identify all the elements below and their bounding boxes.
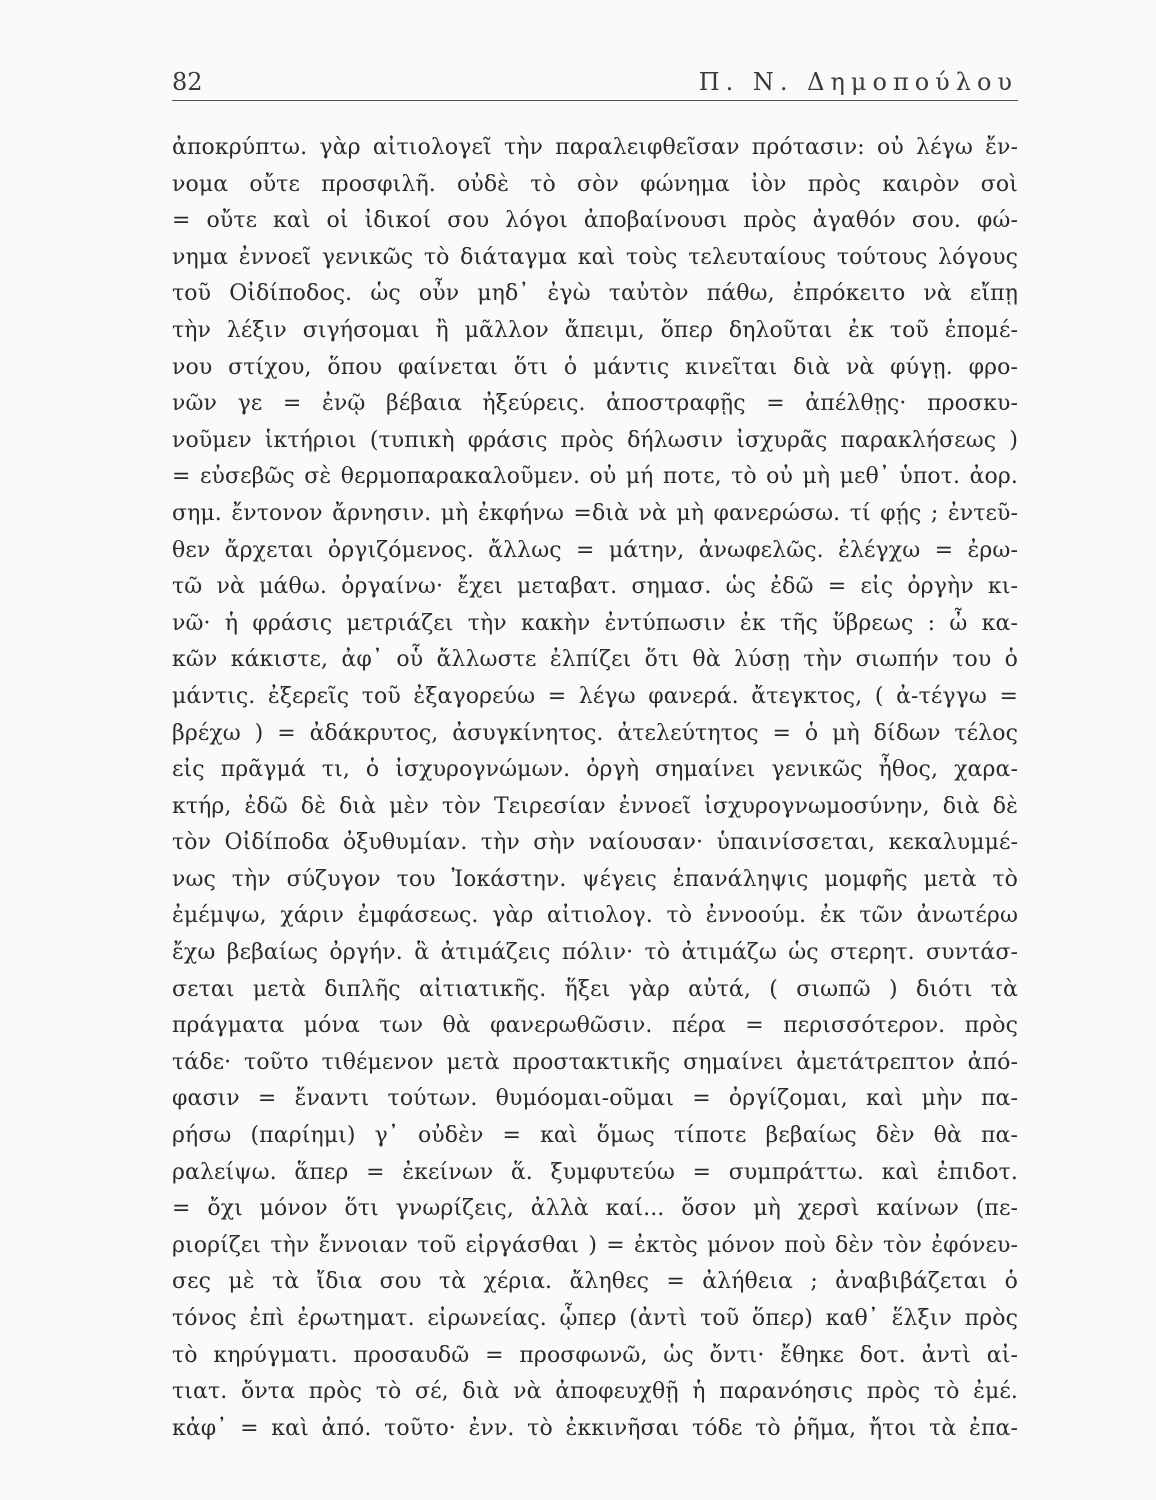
text-line: φασιν = ἔναντι τούτων. θυμόομαι-οῦμαι = ὀργίζομαι, καὶ μὴν πα-	[172, 1086, 1018, 1112]
text-line: τὸν Οἰδίποδα ὀξυθυμίαν. τὴν σὴν ναίουσαν· ὑπαινίσσεται, κεκαλυμμέ-	[172, 830, 1018, 856]
text-line: ἀποκρύπτω. γὰρ αἰτιολογεῖ τὴν παραλειφθεῖσαν πρότασιν: οὐ λέγω ἔν-	[172, 135, 1018, 160]
text-line: σες μὲ τὰ ἴδια σου τὰ χέρια. ἄληθες = ἀλήθεια ; ἀναβιβάζεται ὁ	[172, 1269, 1018, 1295]
text-line: τὴν λέξιν σιγήσομαι ἢ μᾶλλον ἄπειμι, ὅπερ δηλοῦται ἐκ τοῦ ἑπομέ-	[172, 317, 1018, 343]
text-line: ἐμέμψω, χάριν ἐμφάσεως. γὰρ αἰτιολογ. τὸ ἐννοούμ. ἐκ τῶν ἀνωτέρω	[172, 903, 1018, 929]
text-line: ραλείψω. ἅπερ = ἐκείνων ἅ. ξυμφυτεύω = συμπράττω. καὶ ἐπιδοτ.	[172, 1159, 1018, 1185]
text-line: τόνος ἐπὶ ἐρωτηματ. εἰρωνείας. ᾧπερ (ἀντὶ τοῦ ὅπερ) καθ᾽ ἕλξιν πρὸς	[172, 1306, 1018, 1331]
text-line: νομα οὔτε προσφιλῆ. οὐδὲ τὸ σὸν φώνημα ἰὸν πρὸς καιρὸν σοὶ	[172, 171, 1018, 197]
text-line: ριορίζει τὴν ἔννοιαν τοῦ εἰργάσθαι ) = ἐκτὸς μόνον ποὺ δὲν τὸν ἐφόνευ-	[172, 1232, 1018, 1258]
text-line: νῶν γε = ἐνῷ βέβαια ἠξεύρεις. ἀποστραφῇς = ἀπέλθῃς· προσκυ-	[172, 391, 1018, 417]
header-rule	[172, 100, 1018, 101]
text-line: βρέχω ) = ἀδάκρυτος, ἀσυγκίνητος. ἀτελεύτητος = ὁ μὴ δίδων τέλος	[172, 720, 1018, 746]
running-head: Π. Ν. Δημοπούλου	[698, 68, 1018, 96]
text-line: κῶν κάκιστε, ἀφ᾽ οὗ ἄλλωστε ἐλπίζει ὅτι θὰ λύσῃ τὴν σιωπήν του ὁ	[172, 647, 1018, 673]
text-line: μάντις. ἐξερεῖς τοῦ ἐξαγορεύω = λέγω φανερά. ἄτεγκτος, ( ἀ-τέγγω =	[172, 683, 1018, 709]
text-line: = οὔτε καὶ οἱ ἰδικοί σου λόγοι ἀποβαίνουσι πρὸς ἀγαθόν σου. φώ-	[172, 208, 1018, 234]
text-line: νως τὴν σύζυγον του Ἰοκάστην. ψέγεις ἐπανάληψις μομφῆς μετὰ τὸ	[172, 866, 1018, 892]
page-header	[172, 62, 1018, 96]
text-line: κἀφ᾽ = καὶ ἀπό. τοῦτο· ἐνν. τὸ ἐκκινῆσαι τόδε τὸ ῥῆμα, ἤτοι τὰ ἐπα-	[172, 1415, 1018, 1441]
text-line: νοῦμεν ἱκτήριοι (τυπικὴ φράσις πρὸς δήλωσιν ἰσχυρᾶς παρακλήσεως )	[172, 427, 1018, 453]
text-line: νῶ· ἡ φράσις μετριάζει τὴν κακὴν ἐντύπωσιν ἐκ τῆς ὕβρεως : ὦ κα-	[172, 610, 1018, 636]
text-line: νημα ἐννοεῖ γενικῶς τὸ διάταγμα καὶ τοὺς τελευταίους τούτους λόγους	[172, 244, 1018, 270]
text-line: τὸ κηρύγματι. προσαυδῶ = προσφωνῶ, ὡς ὄντι· ἔθηκε δοτ. ἀντὶ αἰ-	[172, 1342, 1018, 1368]
text-line: τῶ νὰ μάθω. ὀργαίνω· ἔχει μεταβατ. σημασ. ὡς ἐδῶ = εἰς ὀργὴν κι-	[172, 574, 1018, 600]
text-line: πράγματα μόνα των θὰ φανερωθῶσιν. πέρα = περισσότερον. πρὸς	[172, 1013, 1018, 1039]
page-number: 82	[172, 68, 203, 96]
text-line: ρήσω (παρίημι) γ᾽ οὐδὲν = καὶ ὅμως τίποτε βεβαίως δὲν θὰ πα-	[172, 1123, 1018, 1149]
text-line: σημ. ἔντονον ἄρνησιν. μὴ ἐκφήνω =διὰ νὰ μὴ φανερώσω. τί φῄς ; ἐντεῦ-	[172, 500, 1018, 526]
text-line: ἔχω βεβαίως ὀργήν. ἃ ἀτιμάζεις πόλιν· τὸ ἀτιμάζω ὡς στερητ. συντάσ-	[172, 940, 1018, 966]
text-line: κτήρ, ἐδῶ δὲ διὰ μὲν τὸν Τειρεσίαν ἐννοεῖ ἰσχυρογνωμοσύνην, διὰ δὲ	[172, 793, 1018, 819]
text-line: εἰς πρᾶγμά τι, ὁ ἰσχυρογνώμων. ὀργὴ σημαίνει γενικῶς ἦθος, χαρα-	[172, 757, 1018, 783]
text-line: τιατ. ὄντα πρὸς τὸ σέ, διὰ νὰ ἀποφευχθῇ ἡ παρανόησις πρὸς τὸ ἐμέ.	[172, 1379, 1018, 1405]
text-line: τάδε· τοῦτο τιθέμενον μετὰ προστακτικῆς σημαίνει ἀμετάτρεπτον ἀπό-	[172, 1049, 1018, 1075]
text-body	[172, 130, 1018, 1447]
text-line: νου στίχου, ὅπου φαίνεται ὅτι ὁ μάντις κινεῖται διὰ νὰ φύγῃ. φρο-	[172, 354, 1018, 380]
text-line: θεν ἄρχεται ὀργιζόμενος. ἄλλως = μάτην, ἀνωφελῶς. ἐλέγχω = ἐρω-	[172, 537, 1018, 563]
text-line: = εὐσεβῶς σὲ θερμοπαρακαλοῦμεν. οὐ μή ποτε, τὸ οὐ μὴ μεθ᾽ ὑποτ. ἀορ.	[172, 464, 1018, 490]
text-line: τοῦ Οἰδίποδος. ὡς οὖν μηδ᾽ ἐγὼ ταὐτὸν πάθω, ἐπρόκειτο νὰ εἴπῃ	[172, 281, 1018, 307]
text-line: = ὄχι μόνον ὅτι γνωρίζεις, ἀλλὰ καί... ὅσον μὴ χερσὶ καίνων (πε-	[172, 1196, 1018, 1222]
text-line: σεται μετὰ διπλῆς αἰτιατικῆς. ἥξει γὰρ αὐτά, ( σιωπῶ ) διότι τὰ	[172, 976, 1018, 1002]
